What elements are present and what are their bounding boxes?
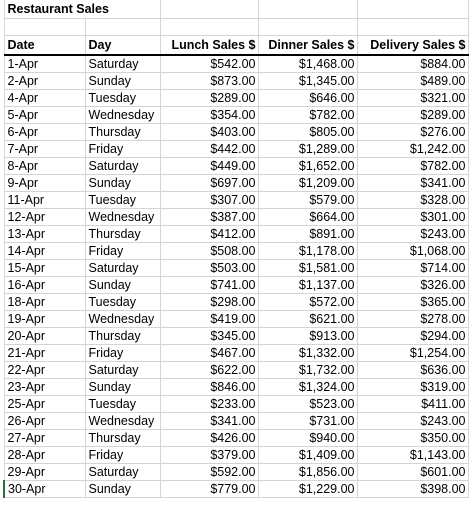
dinner-sales-cell[interactable]: $1,652.00	[258, 158, 357, 175]
empty-cell[interactable]	[258, 0, 357, 19]
dinner-sales-cell[interactable]: $1,178.00	[258, 243, 357, 260]
lunch-sales-cell[interactable]: $503.00	[160, 260, 258, 277]
table-row	[4, 294, 468, 311]
blank-row	[4, 19, 468, 36]
date-cell[interactable]: 5-Apr	[4, 107, 85, 124]
dinner-sales-cell[interactable]: $1,209.00	[258, 175, 357, 192]
table-row	[4, 379, 468, 396]
dinner-sales-cell[interactable]: $1,732.00	[258, 362, 357, 379]
table-row	[4, 481, 468, 498]
table-row	[4, 90, 468, 107]
date-cell[interactable]: 21-Apr	[4, 345, 85, 362]
day-cell[interactable]: Saturday	[85, 55, 160, 73]
dinner-sales-cell[interactable]: $1,324.00	[258, 379, 357, 396]
header-lunch-cell[interactable]: Lunch Sales $	[160, 36, 258, 56]
delivery-sales-cell[interactable]: $326.00	[357, 277, 468, 294]
dinner-sales-cell[interactable]: $1,137.00	[258, 277, 357, 294]
day-cell[interactable]: Sunday	[85, 73, 160, 90]
lunch-sales-cell[interactable]: $873.00	[160, 73, 258, 90]
column-header-row	[4, 36, 468, 56]
day-cell[interactable]: Friday	[85, 141, 160, 158]
delivery-sales-cell[interactable]: $782.00	[357, 158, 468, 175]
date-cell[interactable]: 19-Apr	[4, 311, 85, 328]
empty-cell[interactable]	[85, 19, 160, 36]
empty-cell[interactable]	[258, 19, 357, 36]
delivery-sales-cell[interactable]: $411.00	[357, 396, 468, 413]
date-cell[interactable]: 8-Apr	[4, 158, 85, 175]
header-date-cell[interactable]: Date	[4, 36, 85, 56]
dinner-sales-cell[interactable]: $1,468.00	[258, 55, 357, 73]
lunch-sales-cell[interactable]: $622.00	[160, 362, 258, 379]
dinner-sales-cell[interactable]: $523.00	[258, 396, 357, 413]
dinner-sales-cell[interactable]: $646.00	[258, 90, 357, 107]
date-cell[interactable]: 20-Apr	[4, 328, 85, 345]
table-row	[4, 396, 468, 413]
dinner-sales-cell[interactable]: $664.00	[258, 209, 357, 226]
delivery-sales-cell[interactable]: $328.00	[357, 192, 468, 209]
day-cell[interactable]: Wednesday	[85, 413, 160, 430]
delivery-sales-cell[interactable]: $489.00	[357, 73, 468, 90]
day-cell[interactable]: Thursday	[85, 226, 160, 243]
date-cell[interactable]: 26-Apr	[4, 413, 85, 430]
table-row	[4, 260, 468, 277]
date-cell[interactable]: 30-Apr	[4, 481, 85, 498]
table-row	[4, 447, 468, 464]
date-cell[interactable]: 14-Apr	[4, 243, 85, 260]
day-cell[interactable]: Tuesday	[85, 294, 160, 311]
delivery-sales-cell[interactable]: $714.00	[357, 260, 468, 277]
date-cell[interactable]: 28-Apr	[4, 447, 85, 464]
delivery-sales-cell[interactable]: $1,143.00	[357, 447, 468, 464]
lunch-sales-cell[interactable]: $467.00	[160, 345, 258, 362]
empty-cell[interactable]	[4, 19, 85, 36]
lunch-sales-cell[interactable]: $592.00	[160, 464, 258, 481]
day-cell[interactable]: Sunday	[85, 175, 160, 192]
dinner-sales-cell[interactable]: $572.00	[258, 294, 357, 311]
day-cell[interactable]: Thursday	[85, 124, 160, 141]
delivery-sales-cell[interactable]: $1,242.00	[357, 141, 468, 158]
lunch-sales-cell[interactable]: $233.00	[160, 396, 258, 413]
header-day-cell[interactable]: Day	[85, 36, 160, 56]
delivery-sales-cell[interactable]: $319.00	[357, 379, 468, 396]
day-cell[interactable]: Thursday	[85, 328, 160, 345]
delivery-sales-cell[interactable]: $1,068.00	[357, 243, 468, 260]
day-cell[interactable]: Wednesday	[85, 311, 160, 328]
day-cell[interactable]: Wednesday	[85, 209, 160, 226]
day-cell[interactable]: Wednesday	[85, 107, 160, 124]
empty-cell[interactable]	[357, 0, 468, 19]
date-cell[interactable]: 23-Apr	[4, 379, 85, 396]
table-row	[4, 141, 468, 158]
date-cell[interactable]: 7-Apr	[4, 141, 85, 158]
table-row	[4, 73, 468, 90]
table-row	[4, 107, 468, 124]
delivery-sales-cell[interactable]: $294.00	[357, 328, 468, 345]
table-row	[4, 328, 468, 345]
dinner-sales-cell[interactable]: $731.00	[258, 413, 357, 430]
empty-cell[interactable]	[160, 19, 258, 36]
day-cell[interactable]: Sunday	[85, 379, 160, 396]
lunch-sales-cell[interactable]: $307.00	[160, 192, 258, 209]
table-row	[4, 226, 468, 243]
date-cell[interactable]: 4-Apr	[4, 90, 85, 107]
date-cell[interactable]: 25-Apr	[4, 396, 85, 413]
day-cell[interactable]: Saturday	[85, 158, 160, 175]
table-row	[4, 430, 468, 447]
date-cell[interactable]: 18-Apr	[4, 294, 85, 311]
table-row	[4, 362, 468, 379]
table-row	[4, 277, 468, 294]
day-cell[interactable]: Tuesday	[85, 192, 160, 209]
day-cell[interactable]: Sunday	[85, 481, 160, 498]
empty-cell[interactable]	[357, 19, 468, 36]
table-row	[4, 209, 468, 226]
date-cell[interactable]: 9-Apr	[4, 175, 85, 192]
date-cell[interactable]: 15-Apr	[4, 260, 85, 277]
lunch-sales-cell[interactable]: $846.00	[160, 379, 258, 396]
dinner-sales-cell[interactable]: $1,581.00	[258, 260, 357, 277]
lunch-sales-cell[interactable]: $412.00	[160, 226, 258, 243]
date-cell[interactable]: 11-Apr	[4, 192, 85, 209]
dinner-sales-cell[interactable]: $805.00	[258, 124, 357, 141]
delivery-sales-cell[interactable]: $341.00	[357, 175, 468, 192]
date-cell[interactable]: 12-Apr	[4, 209, 85, 226]
date-cell[interactable]: 6-Apr	[4, 124, 85, 141]
delivery-sales-cell[interactable]: $601.00	[357, 464, 468, 481]
table-row	[4, 192, 468, 209]
lunch-sales-cell[interactable]: $379.00	[160, 447, 258, 464]
day-cell[interactable]: Friday	[85, 345, 160, 362]
date-cell[interactable]: 1-Apr	[4, 55, 85, 73]
day-cell[interactable]: Saturday	[85, 362, 160, 379]
lunch-sales-cell[interactable]: $542.00	[160, 55, 258, 73]
lunch-sales-cell[interactable]: $779.00	[160, 481, 258, 498]
empty-cell[interactable]	[160, 0, 258, 19]
dinner-sales-cell[interactable]: $891.00	[258, 226, 357, 243]
date-cell[interactable]: 13-Apr	[4, 226, 85, 243]
delivery-sales-cell[interactable]: $350.00	[357, 430, 468, 447]
date-cell[interactable]: 2-Apr	[4, 73, 85, 90]
table-row	[4, 175, 468, 192]
lunch-sales-cell[interactable]: $741.00	[160, 277, 258, 294]
day-cell[interactable]: Tuesday	[85, 396, 160, 413]
day-cell[interactable]: Saturday	[85, 260, 160, 277]
delivery-sales-cell[interactable]: $278.00	[357, 311, 468, 328]
lunch-sales-cell[interactable]: $697.00	[160, 175, 258, 192]
lunch-sales-cell[interactable]: $442.00	[160, 141, 258, 158]
dinner-sales-cell[interactable]: $1,345.00	[258, 73, 357, 90]
day-cell[interactable]: Thursday	[85, 430, 160, 447]
delivery-sales-cell[interactable]: $636.00	[357, 362, 468, 379]
table-row	[4, 311, 468, 328]
dinner-sales-cell[interactable]: $621.00	[258, 311, 357, 328]
table-row	[4, 464, 468, 481]
lunch-sales-cell[interactable]: $508.00	[160, 243, 258, 260]
dinner-sales-cell[interactable]: $1,856.00	[258, 464, 357, 481]
header-dinner-cell[interactable]: Dinner Sales $	[258, 36, 357, 56]
lunch-sales-cell[interactable]: $426.00	[160, 430, 258, 447]
dinner-sales-cell[interactable]: $1,229.00	[258, 481, 357, 498]
lunch-sales-cell[interactable]: $341.00	[160, 413, 258, 430]
delivery-sales-cell[interactable]: $243.00	[357, 413, 468, 430]
lunch-sales-cell[interactable]: $289.00	[160, 90, 258, 107]
lunch-sales-cell[interactable]: $419.00	[160, 311, 258, 328]
dinner-sales-cell[interactable]: $782.00	[258, 107, 357, 124]
delivery-sales-cell[interactable]: $884.00	[357, 55, 468, 73]
delivery-sales-cell[interactable]: $301.00	[357, 209, 468, 226]
table-row	[4, 243, 468, 260]
lunch-sales-cell[interactable]: $449.00	[160, 158, 258, 175]
date-cell[interactable]: 22-Apr	[4, 362, 85, 379]
delivery-sales-cell[interactable]: $1,254.00	[357, 345, 468, 362]
day-cell[interactable]: Tuesday	[85, 90, 160, 107]
dinner-sales-cell[interactable]: $913.00	[258, 328, 357, 345]
sales-table	[3, 0, 469, 498]
table-row	[4, 345, 468, 362]
sheet-title-cell[interactable]: Restaurant Sales	[4, 0, 160, 19]
date-cell[interactable]: 16-Apr	[4, 277, 85, 294]
date-cell[interactable]: 29-Apr	[4, 464, 85, 481]
delivery-sales-cell[interactable]: $276.00	[357, 124, 468, 141]
lunch-sales-cell[interactable]: $345.00	[160, 328, 258, 345]
lunch-sales-cell[interactable]: $403.00	[160, 124, 258, 141]
dinner-sales-cell[interactable]: $940.00	[258, 430, 357, 447]
delivery-sales-cell[interactable]: $365.00	[357, 294, 468, 311]
table-row	[4, 55, 468, 73]
lunch-sales-cell[interactable]: $298.00	[160, 294, 258, 311]
dinner-sales-cell[interactable]: $579.00	[258, 192, 357, 209]
delivery-sales-cell[interactable]: $321.00	[357, 90, 468, 107]
header-delivery-cell[interactable]: Delivery Sales $	[357, 36, 468, 56]
table-row	[4, 124, 468, 141]
lunch-sales-cell[interactable]: $354.00	[160, 107, 258, 124]
date-cell[interactable]: 27-Apr	[4, 430, 85, 447]
dinner-sales-cell[interactable]: $1,409.00	[258, 447, 357, 464]
lunch-sales-cell[interactable]: $387.00	[160, 209, 258, 226]
dinner-sales-cell[interactable]: $1,332.00	[258, 345, 357, 362]
delivery-sales-cell[interactable]: $289.00	[357, 107, 468, 124]
table-row	[4, 158, 468, 175]
table-row	[4, 413, 468, 430]
title-row	[4, 0, 468, 19]
day-cell[interactable]: Saturday	[85, 464, 160, 481]
delivery-sales-cell[interactable]: $243.00	[357, 226, 468, 243]
dinner-sales-cell[interactable]: $1,289.00	[258, 141, 357, 158]
day-cell[interactable]: Friday	[85, 243, 160, 260]
day-cell[interactable]: Sunday	[85, 277, 160, 294]
delivery-sales-cell[interactable]: $398.00	[357, 481, 468, 498]
day-cell[interactable]: Friday	[85, 447, 160, 464]
